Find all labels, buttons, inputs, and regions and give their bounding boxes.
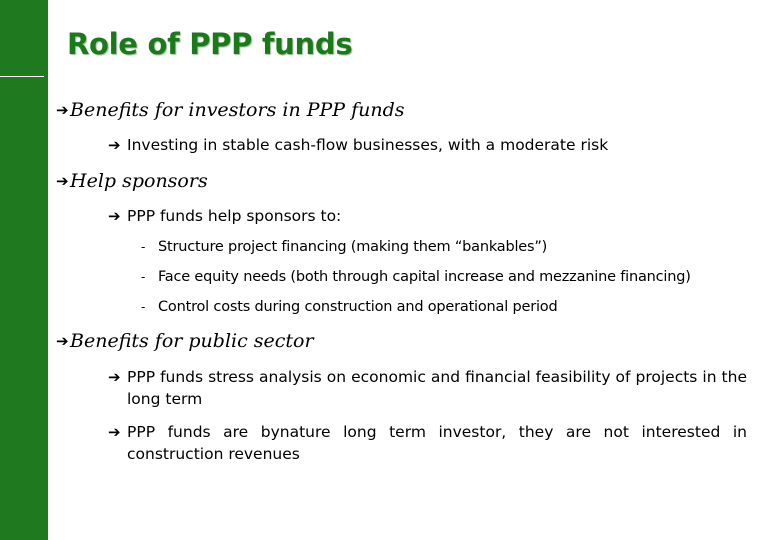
subbullet-costs: Control costs during construction and operational period [158,299,558,315]
section-heading-public: Benefits for public sector [70,330,314,352]
bullet-long-term-investor: PPP funds are bynature long term investor, they are not interested in construction revenues [127,423,747,463]
arrow-right-icon: ➔ [108,207,121,225]
bullet-help-sponsors: PPP funds help sponsors to: [127,207,342,225]
dash-bullet: - [141,300,146,314]
arrow-right-icon: ➔ [108,368,121,386]
arrow-right-icon: ➔ [56,172,69,190]
subbullet-equity: Face equity needs (both through capital increase and mezzanine financing) [158,269,691,285]
bullet-stress-analysis: PPP funds stress analysis on economic and financial feasibility of projects in the long term [127,368,747,408]
dash-bullet: - [141,240,146,254]
arrow-right-icon: ➔ [108,423,121,441]
section-heading-sponsors: Help sponsors [70,170,208,192]
subbullet-structure: Structure project financing (making them “bankables”) [158,239,548,255]
bullet-investing-stable: Investing in stable cash-flow businesses, with a moderate risk [127,136,609,154]
section-heading-investors: Benefits for investors in PPP funds [70,99,405,121]
dash-bullet: - [141,270,146,284]
arrow-right-icon: ➔ [108,136,121,154]
slide-title: Role of PPP funds [67,27,353,61]
sidebar-band [0,0,48,540]
arrow-right-icon: ➔ [56,332,69,350]
title-divider [0,76,44,77]
arrow-right-icon: ➔ [56,101,69,119]
